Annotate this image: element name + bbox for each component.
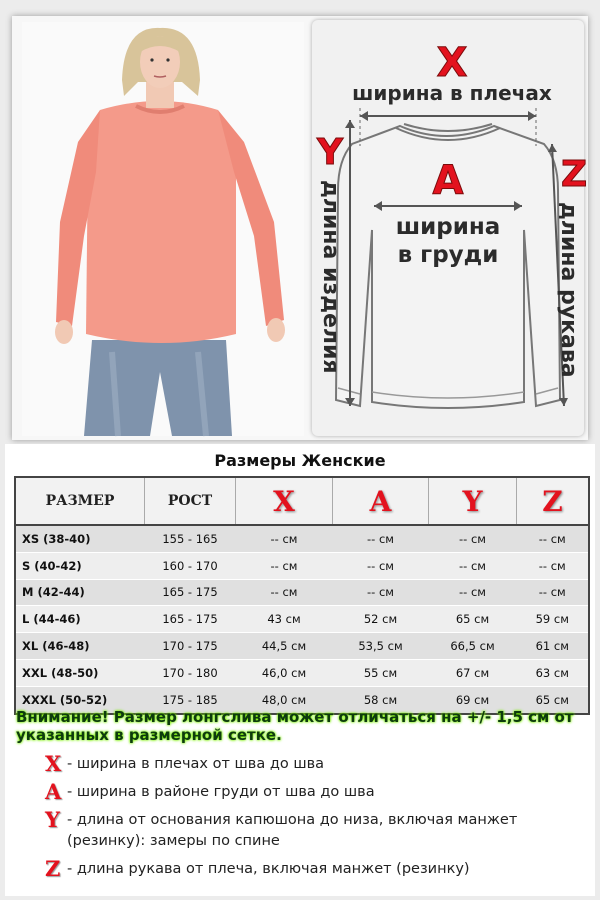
row-size: XS (38-40) [15,525,145,552]
row-a: 53,5 см [333,633,429,660]
header-height: РОСТ [145,477,236,525]
row-height: 165 - 175 [145,606,236,633]
row-z: 63 см [517,659,590,686]
model-photo [22,22,304,436]
table-row [15,633,589,660]
row-y: 66,5 см [429,633,517,660]
row-height: 170 - 180 [145,659,236,686]
model-illustration [22,22,304,436]
row-y: -- см [429,579,517,606]
header-y: Y [429,477,517,525]
header-size: РАЗМЕР [15,477,145,525]
measurement-legend [45,751,590,887]
legend-text-a: - ширина в районе груди от шва до шва [67,784,375,800]
a-label-line2: в груди [397,242,499,268]
row-z: -- см [517,525,590,552]
row-z: 61 см [517,633,590,660]
row-height: 165 - 175 [145,579,236,606]
row-x: -- см [236,579,333,606]
z-letter: Z [560,154,588,195]
y-label: длина изделия [318,180,343,374]
row-size: S (40-42) [15,552,145,579]
legend-symbol-a: A [45,779,62,804]
size-table [14,476,590,715]
row-y: -- см [429,525,517,552]
row-z: 59 см [517,606,590,633]
table-row [15,552,589,579]
x-letter: X [436,40,468,86]
row-height: 160 - 170 [145,552,236,579]
row-x: 44,5 см [236,633,333,660]
row-z: -- см [517,552,590,579]
row-a: -- см [333,552,429,579]
legend-item-a [45,779,590,804]
x-label: ширина в плечах [352,81,552,105]
y-letter: Y [316,132,344,173]
row-size: XXL (48-50) [15,659,145,686]
legend-text-z: - длина рукава от плеча, включая манжет (резинку) [67,861,470,877]
table-row [15,579,589,606]
legend-text-y: - длина от основания капюшона до низа, включая манжет (резинку): замеры по спине [67,812,518,849]
sweatshirt-diagram [312,20,588,436]
header-x: X [236,477,333,525]
row-height: 170 - 175 [145,633,236,660]
legend-item-y [7,807,590,852]
row-z: 65 см [517,686,590,713]
a-letter: A [432,158,464,204]
header-a: A [333,477,429,525]
legend-symbol-z: Z [45,856,61,881]
legend-item-z [45,856,590,881]
legend-symbol-y: Y [45,807,60,832]
row-a: 58 см [333,686,429,713]
a-label-line1: ширина [395,214,501,240]
row-x: 48,0 см [236,686,333,713]
row-size: M (42-44) [15,579,145,606]
row-size: XXXL (50-52) [15,686,145,713]
row-y: 69 см [429,686,517,713]
header-z: Z [517,477,590,525]
row-x: 46,0 см [236,659,333,686]
row-x: -- см [236,525,333,552]
z-label: длина рукава [556,202,581,378]
row-x: 43 см [236,606,333,633]
row-x: -- см [236,552,333,579]
size-table-header [15,477,589,525]
size-diagram [312,20,588,436]
product-image-panel [12,16,588,440]
row-size: XL (46-48) [15,633,145,660]
legend-text-x: - ширина в плечах от шва до шва [67,756,325,772]
table-row [15,659,589,686]
row-y: 65 см [429,606,517,633]
legend-symbol-x: X [45,751,62,776]
row-z: -- см [517,579,590,606]
row-y: -- см [429,552,517,579]
row-y: 67 см [429,659,517,686]
row-a: -- см [333,579,429,606]
row-a: 55 см [333,659,429,686]
row-a: 52 см [333,606,429,633]
table-row [15,606,589,633]
row-height: 155 - 165 [145,525,236,552]
row-size: L (44-46) [15,606,145,633]
size-chart-panel [5,444,595,896]
row-a: -- см [333,525,429,552]
size-table-title: Размеры Женские [214,451,386,470]
legend-item-x [45,751,590,776]
row-height: 175 - 185 [145,686,236,713]
table-row [15,525,589,552]
size-warning: Внимание! Размер лонгслива может отличаться на +/- 1,5 см от указанных в размерной сетке. [16,708,574,744]
